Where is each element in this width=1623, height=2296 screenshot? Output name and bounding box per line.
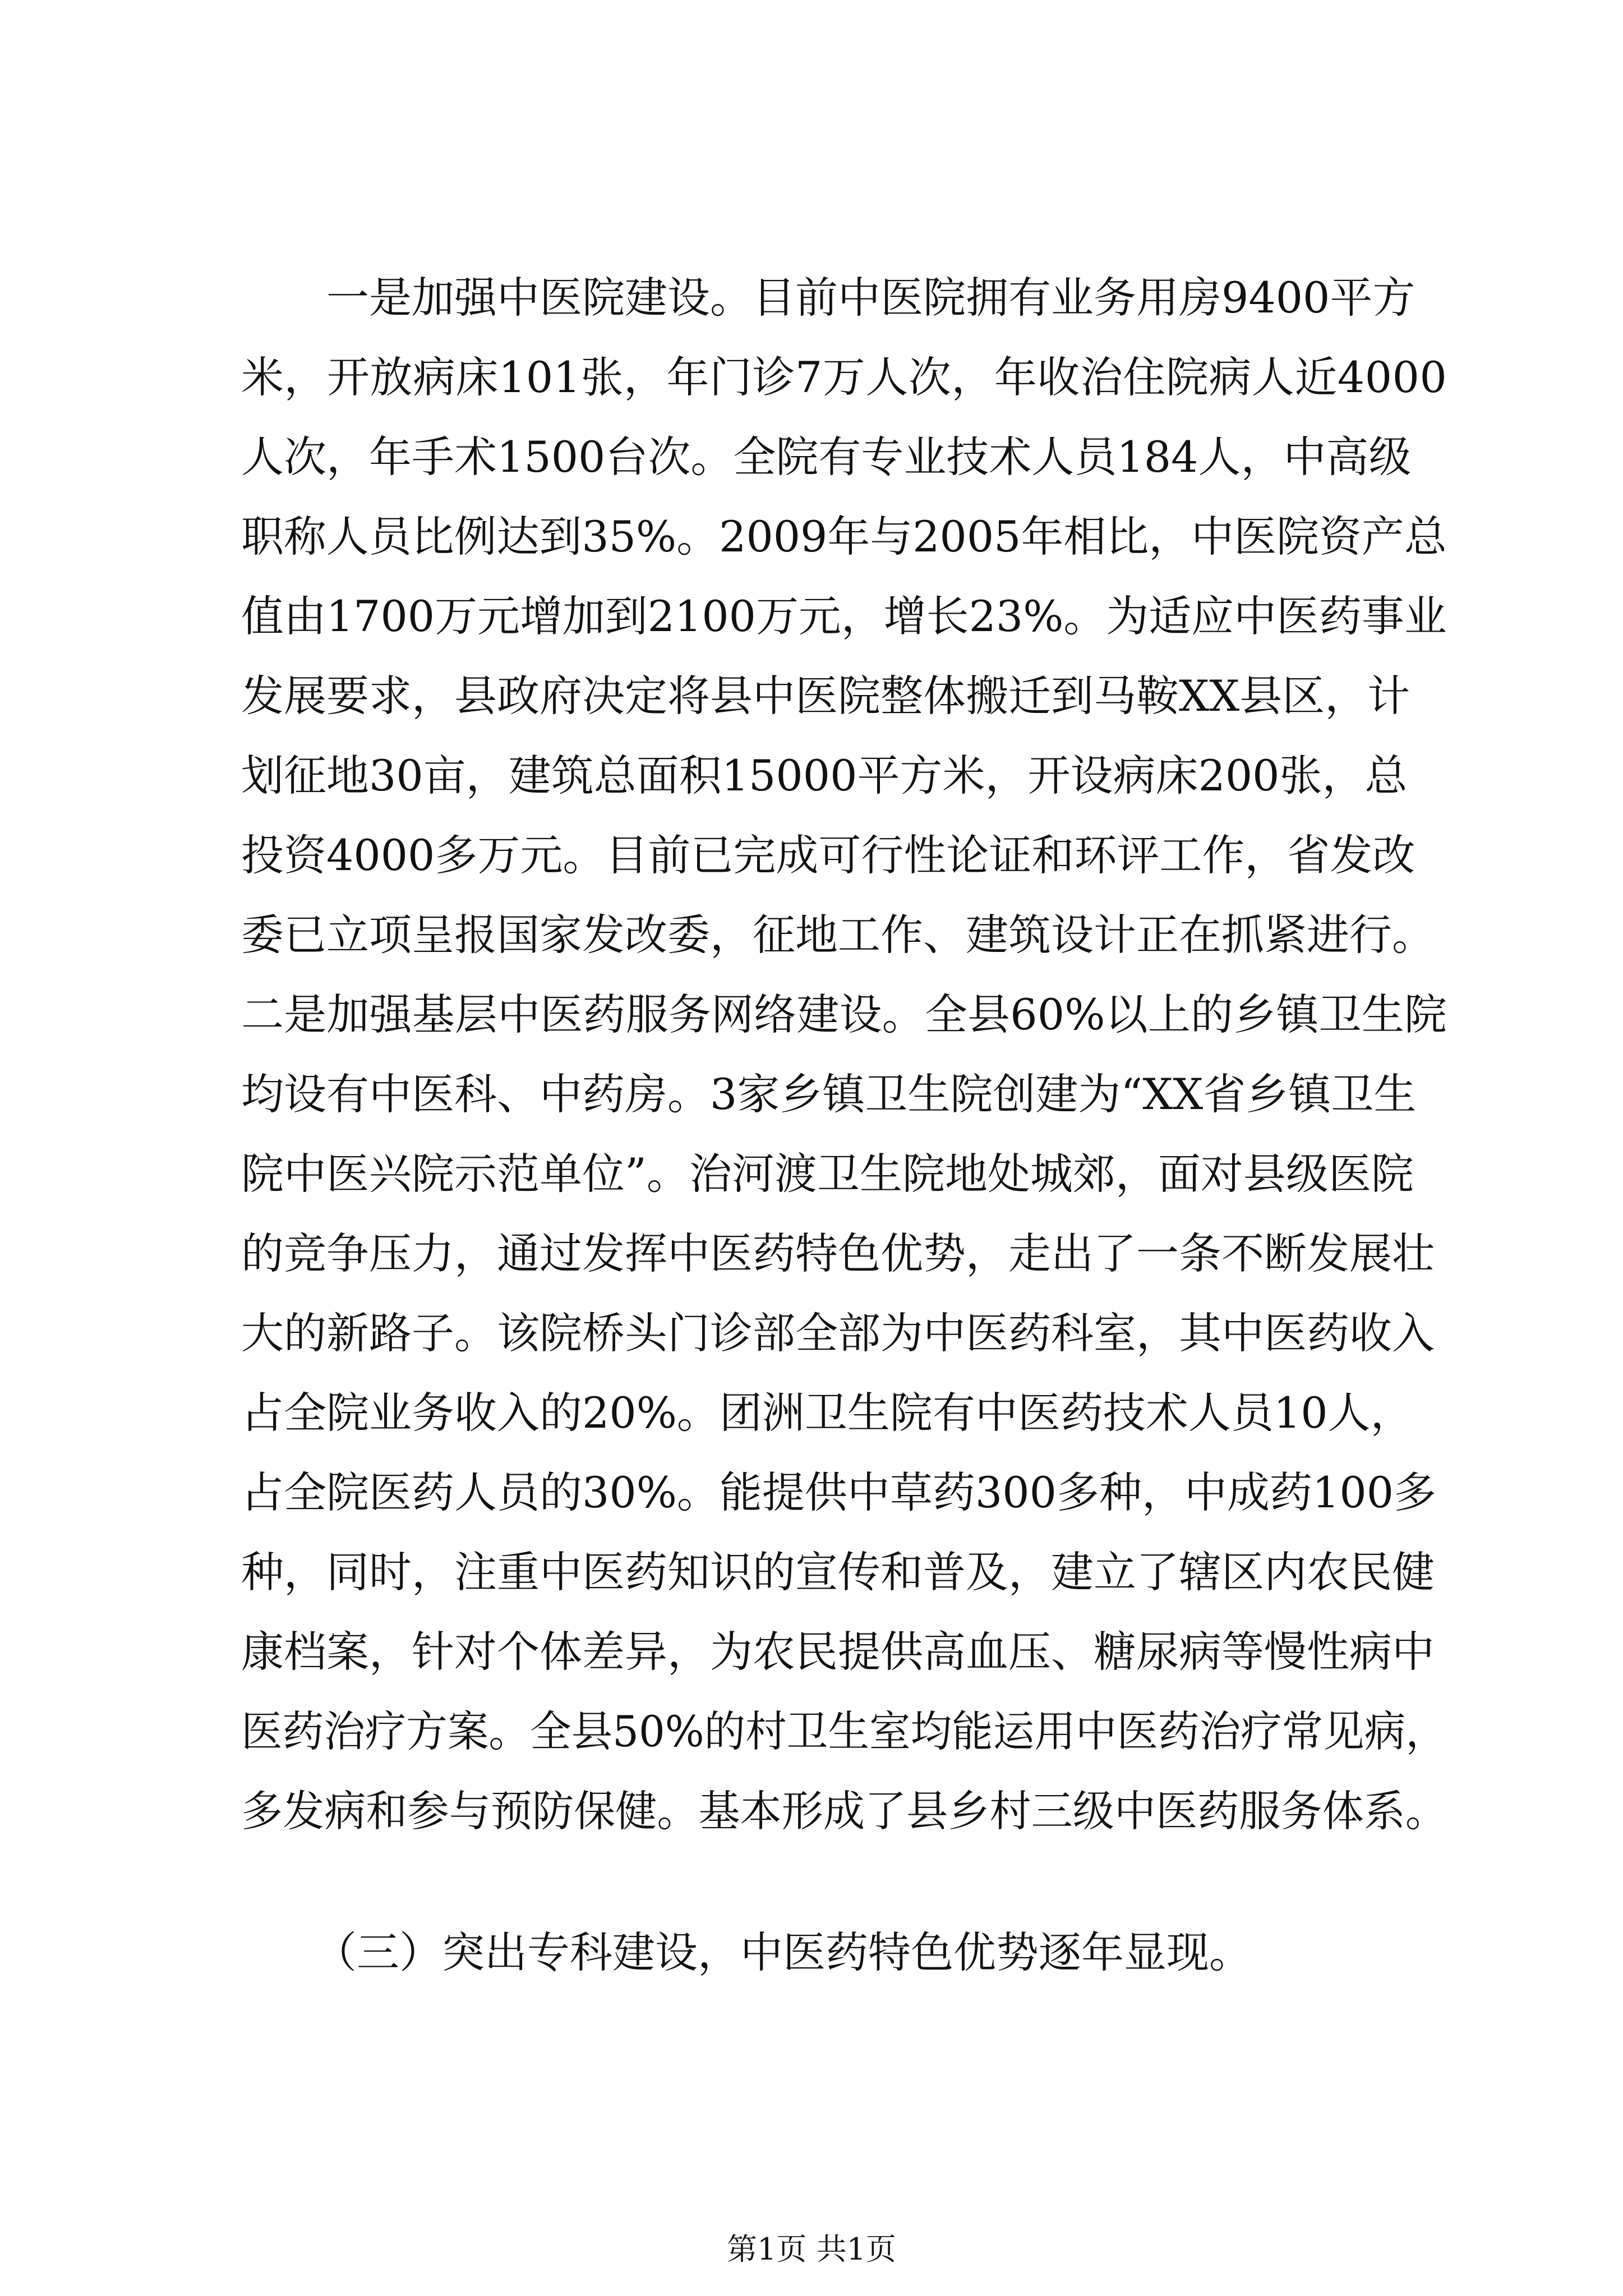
page-footer: 第1页 共1页 [727,2231,896,2267]
paragraph-line: 均设有中医科、中药房。3家乡镇卫生院创建为“XX省乡镇卫生 [241,1069,1417,1119]
paragraph-line: 占全院业务收入的20%。团洲卫生院有中医药技术人员10人， [241,1388,1413,1438]
paragraph-line: 米，开放病床101张，年门诊7万人次，年收治住院病人近4000 [241,352,1447,402]
paragraph-line: 多发病和参与预防保健。基本形成了县乡村三级中医药服务体系。 [241,1786,1447,1836]
paragraph-line: 一是加强中医院建设。目前中医院拥有业务用房9400平方 [241,273,1415,323]
paragraph-line: 占全院医药人员的30%。能提供中草药300多种，中成药100多 [241,1467,1437,1517]
section-heading: （三）突出专科建设，中医药特色优势逐年显现。 [314,1927,1252,1977]
body-paragraph [241,258,1447,1851]
paragraph-line: 院中医兴院示范单位”。治河渡卫生院地处城郊，面对县级医院 [241,1149,1414,1199]
paragraph-line: 种，同时，注重中医药知识的宣传和普及，建立了辖区内农民健 [241,1547,1435,1597]
paragraph-line: 职称人员比例达到35%。2009年与2005年相比，中医院资产总 [241,512,1447,562]
paragraph-line: 投资4000多万元。目前已完成可行性论证和环评工作，省发改 [241,830,1415,880]
paragraph-line: 人次，年手术1500台次。全院有专业技术人员184人，中高级 [241,432,1412,482]
paragraph-line: 划征地30亩，建筑总面积15000平方米，开设病床200张，总 [241,751,1408,800]
paragraph-line: 康档案，针对个体差异，为农民提供高血压、糖尿病等慢性病中 [241,1627,1435,1677]
paragraph-line: 的竞争压力，通过发挥中医药特色优势，走出了一条不断发展壮 [241,1228,1435,1278]
paragraph-line: 医药治疗方案。全县50%的村卫生室均能运用中医药治疗常见病， [241,1706,1447,1756]
paragraph-line: 委已立项呈报国家发改委，征地工作、建筑设计正在抓紧进行。 [241,910,1435,960]
paragraph-line: 发展要求，县政府决定将县中医院整体搬迁到马鞍XX县区，计 [241,671,1410,721]
paragraph-line: 二是加强基层中医药服务网络建设。全县60%以上的乡镇卫生院 [241,990,1447,1039]
paragraph-line: 大的新路子。该院桥头门诊部全部为中医药科室，其中医药收入 [241,1308,1435,1358]
paragraph-line: 值由1700万元增加到2100万元，增长23%。为适应中医药事业 [241,591,1447,641]
